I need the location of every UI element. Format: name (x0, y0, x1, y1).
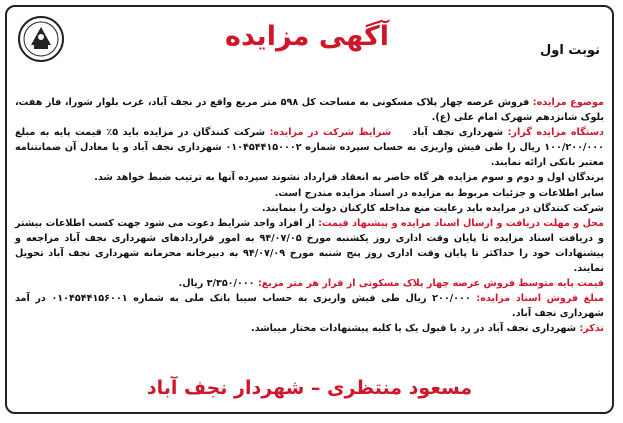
conditions-label: شرایط شرکت در مزایده: (269, 127, 392, 139)
info-paragraph: سایر اطلاعات و جزئیات مربوط به مزایده در اسناد مزایده مندرج است. (274, 187, 604, 199)
municipality-emblem-icon (17, 15, 65, 63)
base-price-text: ۳/۳۵۰/۰۰۰ ریال. (178, 278, 255, 290)
notice-body (15, 95, 604, 337)
note-paragraph (15, 321, 604, 336)
subject-label: موضوع مزایده: (532, 97, 604, 108)
deadline-label: محل و مهلت دریافت و ارسال اسناد مزایده و پیشنهاد قیمت: (318, 217, 604, 229)
organizer-text: شهرداری نجف آباد (412, 127, 504, 139)
winners-paragraph: برندگان اول و دوم و سوم مزایده هر گاه حاضر به انعقاد قرارداد نشوند سپرده آنها به ترتیب ضبط خواهد شد. (94, 172, 604, 184)
notice-title: آگهی مزایده (225, 21, 389, 52)
organizer-label: دستگاه مزایده گزار: (507, 127, 604, 139)
notice-frame (5, 5, 614, 414)
deposit-paragraph (15, 291, 604, 321)
subject-text: فروش عرصه چهار پلاک مسکونی به مساحت کل ۵۹۸ متر مربع واقع در نجف آباد، غرب بلوار شورا، فاز هفت، بلوک شانزدهم شهرک امام علی (ع). (15, 97, 604, 124)
participants-paragraph: شرکت کنندگان در مزایده باید رعایت منع مداخله کارکنان دولت را بنمایند. (262, 202, 604, 214)
note-label: تذکر: (579, 323, 604, 335)
deposit-text: ۲۰۰/۰۰۰ ریال طی فیش واریزی به حساب سیبا بانک ملی به شماره ۰۱۰۴۵۴۴۱۵۶۰۰۱ در آمد شهرداری نجف آباد. (15, 293, 604, 320)
base-price-label: قیمت پایه متوسط فروش عرصه چهار پلاک مسکونی از قرار هر متر مربع: (257, 278, 604, 290)
base-price-paragraph (15, 276, 604, 291)
deposit-label: مبلغ فروش اسناد مزایده: (476, 293, 604, 305)
note-text: شهرداری نجف آباد در رد یا قبول یک یا کلیه پیشنهادات مختار میباشد. (251, 323, 577, 335)
deadline-paragraph (15, 216, 604, 276)
organizer-paragraph (15, 125, 604, 170)
conditions-text: شرکت کنندگان در مزایده باید ۵٪ قیمت پایه به مبلغ ۱۰۰/۲۰۰/۰۰۰ ریال را طی فیش واریزی به حساب سپرده شماره ۰۱۰۴۵۴۴۱۵۰۰۰۲ شهرداری نجف آباد و یا معادل آن ضمانتنامه معتبر بانکی ارائه نمایند. (15, 127, 604, 169)
notice-turn: نوبت اول (539, 43, 600, 58)
subject-paragraph (15, 95, 604, 125)
deadline-text: از افراد واجد شرایط دعوت می شود جهت کسب اطلاعات بیشتر و دریافت اسناد مزایده تا پایان وقت اداری روز یکشنبه مورخ ۹۴/۰۷/۰۵ به امور قراردادهای شهرداری نجف آباد مراجعه و پیشنهادات خود را حداکثر تا پایان وقت اداری روز پنج شنبه مورخ ۹۴/۰۷/۰۹ به دبیرخانه محرمانه شهرداری نجف آباد تحویل نمایند. (15, 217, 604, 275)
signature: مسعود منتظری – شهردار نجف آباد (146, 377, 473, 399)
